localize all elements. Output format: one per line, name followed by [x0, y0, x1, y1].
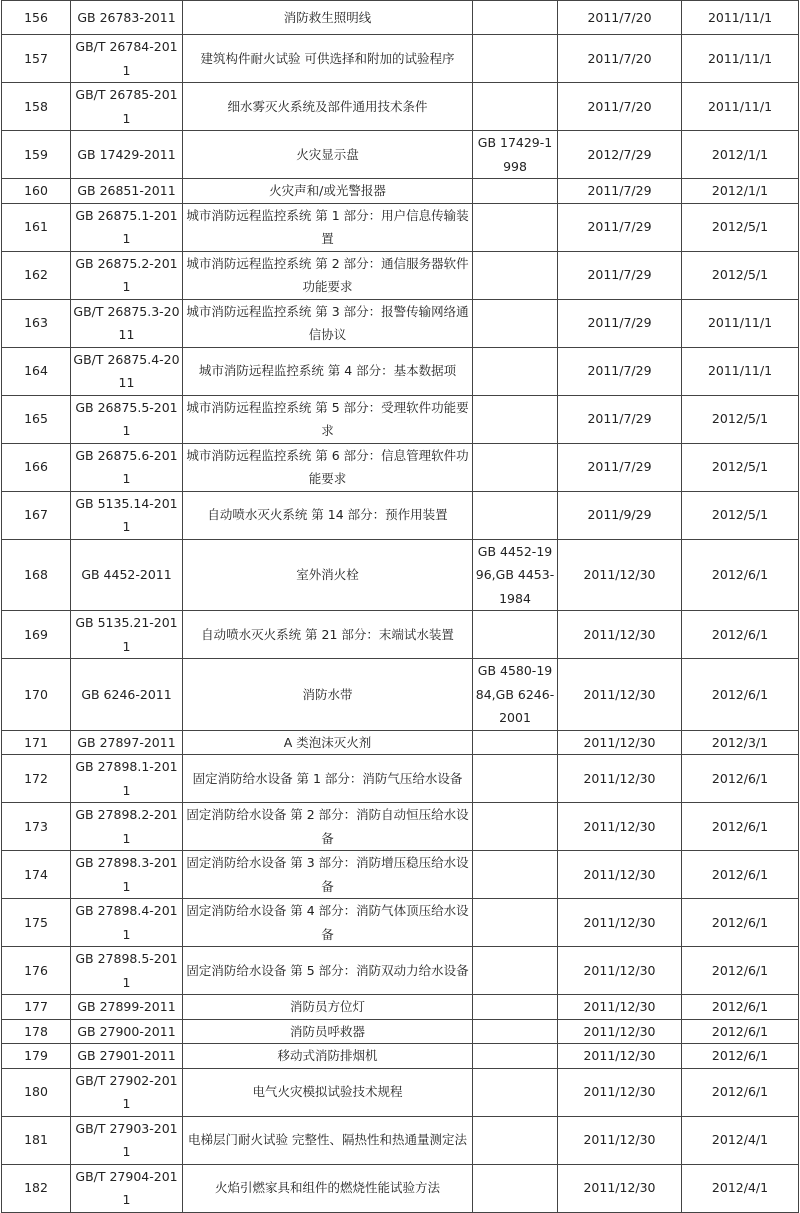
standard-number: GB 26851-2011	[71, 179, 183, 204]
standard-name: 城市消防远程监控系统 第 6 部分：信息管理软件功能要求	[183, 443, 473, 491]
standard-name: 消防员呼救器	[183, 1019, 473, 1044]
standard-number: GB 4452-2011	[71, 539, 183, 611]
effective-date: 2012/1/1	[682, 179, 799, 204]
issue-date: 2011/7/29	[558, 179, 682, 204]
standard-number: GB 27901-2011	[71, 1044, 183, 1069]
row-number: 169	[2, 611, 71, 659]
issue-date: 2011/7/29	[558, 251, 682, 299]
standard-number: GB 26875.6-2011	[71, 443, 183, 491]
row-number: 170	[2, 659, 71, 731]
standard-name: 建筑构件耐火试验 可供选择和附加的试验程序	[183, 35, 473, 83]
effective-date: 2012/6/1	[682, 899, 799, 947]
replaced-standard	[473, 899, 558, 947]
replaced-standard	[473, 1068, 558, 1116]
row-number: 160	[2, 179, 71, 204]
replaced-standard	[473, 1, 558, 35]
issue-date: 2011/12/30	[558, 947, 682, 995]
row-number: 165	[2, 395, 71, 443]
table-row	[2, 203, 799, 251]
replaced-standard	[473, 299, 558, 347]
row-number: 161	[2, 203, 71, 251]
issue-date: 2011/7/29	[558, 443, 682, 491]
replaced-standard	[473, 803, 558, 851]
replaced-standard	[473, 491, 558, 539]
standard-name: 火灾声和/或光警报器	[183, 179, 473, 204]
table-body	[2, 1, 799, 1213]
issue-date: 2011/7/20	[558, 83, 682, 131]
effective-date: 2012/4/1	[682, 1164, 799, 1212]
effective-date: 2012/4/1	[682, 1116, 799, 1164]
table-row	[2, 299, 799, 347]
table-row	[2, 1019, 799, 1044]
replaced-standard: GB 17429-1998	[473, 131, 558, 179]
table-row	[2, 1116, 799, 1164]
replaced-standard: GB 4580-1984,GB 6246-2001	[473, 659, 558, 731]
row-number: 180	[2, 1068, 71, 1116]
standard-name: 消防员方位灯	[183, 995, 473, 1020]
replaced-standard	[473, 611, 558, 659]
table-row	[2, 947, 799, 995]
row-number: 172	[2, 755, 71, 803]
table-row	[2, 611, 799, 659]
row-number: 176	[2, 947, 71, 995]
effective-date: 2012/5/1	[682, 251, 799, 299]
table-row	[2, 491, 799, 539]
replaced-standard	[473, 83, 558, 131]
effective-date: 2012/3/1	[682, 730, 799, 755]
standard-name: 火焰引燃家具和组件的燃烧性能试验方法	[183, 1164, 473, 1212]
effective-date: 2012/5/1	[682, 443, 799, 491]
table-row	[2, 443, 799, 491]
standard-name: 火灾显示盘	[183, 131, 473, 179]
issue-date: 2011/7/20	[558, 1, 682, 35]
row-number: 159	[2, 131, 71, 179]
standard-name: 移动式消防排烟机	[183, 1044, 473, 1069]
issue-date: 2011/12/30	[558, 1019, 682, 1044]
replaced-standard	[473, 395, 558, 443]
standard-number: GB 5135.14-2011	[71, 491, 183, 539]
effective-date: 2012/6/1	[682, 539, 799, 611]
table-row	[2, 1, 799, 35]
effective-date: 2012/5/1	[682, 203, 799, 251]
row-number: 167	[2, 491, 71, 539]
replaced-standard	[473, 730, 558, 755]
effective-date: 2011/11/1	[682, 1, 799, 35]
standard-name: 电梯层门耐火试验 完整性、隔热性和热通量测定法	[183, 1116, 473, 1164]
standard-number: GB 27899-2011	[71, 995, 183, 1020]
standard-number: GB/T 27904-2011	[71, 1164, 183, 1212]
standard-number: GB 27897-2011	[71, 730, 183, 755]
issue-date: 2011/12/30	[558, 755, 682, 803]
issue-date: 2012/7/29	[558, 131, 682, 179]
standard-number: GB/T 27902-2011	[71, 1068, 183, 1116]
issue-date: 2011/7/20	[558, 35, 682, 83]
standard-name: 自动喷水灭火系统 第 21 部分：末端试水装置	[183, 611, 473, 659]
standard-name: A 类泡沫灭火剂	[183, 730, 473, 755]
row-number: 178	[2, 1019, 71, 1044]
row-number: 174	[2, 851, 71, 899]
standard-number: GB/T 26875.4-2011	[71, 347, 183, 395]
effective-date: 2012/5/1	[682, 395, 799, 443]
table-row	[2, 1164, 799, 1212]
replaced-standard	[473, 1044, 558, 1069]
replaced-standard	[473, 851, 558, 899]
standard-name: 城市消防远程监控系统 第 5 部分：受理软件功能要求	[183, 395, 473, 443]
effective-date: 2011/11/1	[682, 347, 799, 395]
replaced-standard	[473, 179, 558, 204]
effective-date: 2012/6/1	[682, 659, 799, 731]
issue-date: 2011/7/29	[558, 299, 682, 347]
effective-date: 2012/6/1	[682, 803, 799, 851]
standard-number: GB 26875.1-2011	[71, 203, 183, 251]
table-row	[2, 659, 799, 731]
effective-date: 2011/11/1	[682, 83, 799, 131]
row-number: 168	[2, 539, 71, 611]
replaced-standard	[473, 1019, 558, 1044]
effective-date: 2012/6/1	[682, 1068, 799, 1116]
issue-date: 2011/7/29	[558, 347, 682, 395]
effective-date: 2012/1/1	[682, 131, 799, 179]
table-row	[2, 899, 799, 947]
table-row	[2, 851, 799, 899]
standard-name: 消防水带	[183, 659, 473, 731]
issue-date: 2011/12/30	[558, 539, 682, 611]
standard-number: GB/T 26784-2011	[71, 35, 183, 83]
effective-date: 2012/5/1	[682, 491, 799, 539]
effective-date: 2012/6/1	[682, 1019, 799, 1044]
standard-number: GB 27898.2-2011	[71, 803, 183, 851]
effective-date: 2012/6/1	[682, 995, 799, 1020]
standard-name: 固定消防给水设备 第 4 部分：消防气体顶压给水设备	[183, 899, 473, 947]
effective-date: 2011/11/1	[682, 35, 799, 83]
replaced-standard	[473, 995, 558, 1020]
effective-date: 2012/6/1	[682, 755, 799, 803]
row-number: 164	[2, 347, 71, 395]
row-number: 179	[2, 1044, 71, 1069]
issue-date: 2011/12/30	[558, 1116, 682, 1164]
standard-number: GB/T 26875.3-2011	[71, 299, 183, 347]
standard-number: GB 5135.21-2011	[71, 611, 183, 659]
replaced-standard	[473, 203, 558, 251]
table-row	[2, 83, 799, 131]
issue-date: 2011/12/30	[558, 899, 682, 947]
table-row	[2, 803, 799, 851]
table-row	[2, 755, 799, 803]
effective-date: 2011/11/1	[682, 299, 799, 347]
issue-date: 2011/12/30	[558, 611, 682, 659]
row-number: 171	[2, 730, 71, 755]
table-row	[2, 179, 799, 204]
standard-number: GB 27898.3-2011	[71, 851, 183, 899]
replaced-standard	[473, 251, 558, 299]
standard-number: GB/T 27903-2011	[71, 1116, 183, 1164]
table-row	[2, 131, 799, 179]
issue-date: 2011/12/30	[558, 1164, 682, 1212]
row-number: 177	[2, 995, 71, 1020]
replaced-standard	[473, 35, 558, 83]
standard-name: 固定消防给水设备 第 2 部分：消防自动恒压给水设备	[183, 803, 473, 851]
standard-number: GB 27898.5-2011	[71, 947, 183, 995]
issue-date: 2011/7/29	[558, 395, 682, 443]
row-number: 182	[2, 1164, 71, 1212]
standard-name: 固定消防给水设备 第 3 部分：消防增压稳压给水设备	[183, 851, 473, 899]
table-row	[2, 1068, 799, 1116]
row-number: 162	[2, 251, 71, 299]
issue-date: 2011/12/30	[558, 995, 682, 1020]
standard-number: GB 27898.4-2011	[71, 899, 183, 947]
row-number: 173	[2, 803, 71, 851]
issue-date: 2011/12/30	[558, 730, 682, 755]
replaced-standard	[473, 1116, 558, 1164]
row-number: 181	[2, 1116, 71, 1164]
row-number: 158	[2, 83, 71, 131]
table-row	[2, 35, 799, 83]
effective-date: 2012/6/1	[682, 611, 799, 659]
row-number: 157	[2, 35, 71, 83]
replaced-standard	[473, 443, 558, 491]
issue-date: 2011/12/30	[558, 659, 682, 731]
replaced-standard	[473, 947, 558, 995]
replaced-standard	[473, 347, 558, 395]
standard-name: 城市消防远程监控系统 第 4 部分：基本数据项	[183, 347, 473, 395]
standard-name: 固定消防给水设备 第 5 部分：消防双动力给水设备	[183, 947, 473, 995]
issue-date: 2011/12/30	[558, 851, 682, 899]
standard-name: 电气火灾模拟试验技术规程	[183, 1068, 473, 1116]
standard-number: GB 26783-2011	[71, 1, 183, 35]
row-number: 163	[2, 299, 71, 347]
issue-date: 2011/7/29	[558, 203, 682, 251]
standards-table	[1, 0, 799, 1213]
replaced-standard	[473, 1164, 558, 1212]
replaced-standard: GB 4452-1996,GB 4453-1984	[473, 539, 558, 611]
standard-name: 细水雾灭火系统及部件通用技术条件	[183, 83, 473, 131]
standard-number: GB 27900-2011	[71, 1019, 183, 1044]
standard-name: 城市消防远程监控系统 第 2 部分：通信服务器软件功能要求	[183, 251, 473, 299]
standard-number: GB 17429-2011	[71, 131, 183, 179]
standard-name: 固定消防给水设备 第 1 部分：消防气压给水设备	[183, 755, 473, 803]
standard-number: GB/T 26785-2011	[71, 83, 183, 131]
issue-date: 2011/12/30	[558, 803, 682, 851]
issue-date: 2011/9/29	[558, 491, 682, 539]
table-row	[2, 539, 799, 611]
standard-name: 室外消火栓	[183, 539, 473, 611]
table-row	[2, 730, 799, 755]
replaced-standard	[473, 755, 558, 803]
issue-date: 2011/12/30	[558, 1068, 682, 1116]
effective-date: 2012/6/1	[682, 1044, 799, 1069]
effective-date: 2012/6/1	[682, 851, 799, 899]
standard-number: GB 26875.2-2011	[71, 251, 183, 299]
table-row	[2, 1044, 799, 1069]
standard-name: 城市消防远程监控系统 第 3 部分：报警传输网络通信协议	[183, 299, 473, 347]
standard-name: 城市消防远程监控系统 第 1 部分：用户信息传输装置	[183, 203, 473, 251]
standard-number: GB 27898.1-2011	[71, 755, 183, 803]
table-row	[2, 347, 799, 395]
standard-number: GB 26875.5-2011	[71, 395, 183, 443]
row-number: 156	[2, 1, 71, 35]
table-row	[2, 251, 799, 299]
standard-name: 消防救生照明线	[183, 1, 473, 35]
table-row	[2, 995, 799, 1020]
standard-name: 自动喷水灭火系统 第 14 部分：预作用装置	[183, 491, 473, 539]
table-row	[2, 395, 799, 443]
row-number: 175	[2, 899, 71, 947]
issue-date: 2011/12/30	[558, 1044, 682, 1069]
row-number: 166	[2, 443, 71, 491]
effective-date: 2012/6/1	[682, 947, 799, 995]
standard-number: GB 6246-2011	[71, 659, 183, 731]
